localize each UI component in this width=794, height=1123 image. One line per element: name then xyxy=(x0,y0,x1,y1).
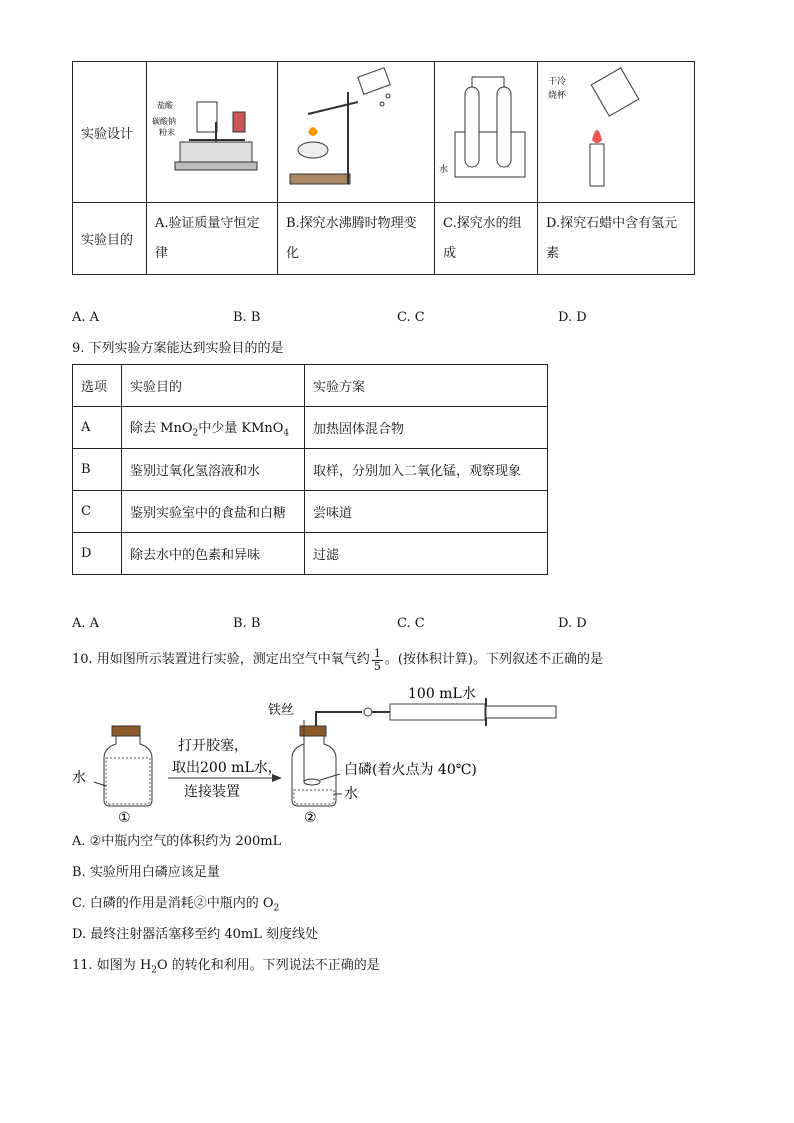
q9-row-d-goal: 除去水中的色素和异味 xyxy=(122,533,305,575)
q10-apparatus-figure xyxy=(72,682,562,822)
q9-row-d-plan: 过滤 xyxy=(305,533,548,575)
q8-row2-header: 实验目的 xyxy=(73,203,147,275)
q9-option-d[interactable]: D. D xyxy=(558,616,587,631)
q8-option-d[interactable]: D. D xyxy=(558,310,587,325)
q8-image-b-cell xyxy=(278,62,435,203)
q8-image-c-cell xyxy=(435,62,538,203)
balance-apparatus-image xyxy=(147,62,277,198)
q10-choice-c[interactable]: C. 白磷的作用是消耗②中瓶内的 $O_2$ xyxy=(72,896,280,914)
q9-option-b[interactable]: B. B xyxy=(233,616,261,631)
q11-stem: 11. 如图为 $H_2O$ 的转化和利用。下列说法不正确的是 xyxy=(72,958,380,976)
syringe-barrel-water xyxy=(390,704,485,720)
q9-table xyxy=(72,364,548,575)
q8-row1-header: 实验设计 xyxy=(73,62,147,203)
electrolysis-apparatus-image xyxy=(435,62,537,198)
q9-row-c-goal: 鉴别实验室中的食盐和白糖 xyxy=(122,491,305,533)
q9-row-b-option: B xyxy=(73,449,122,491)
bottle1 xyxy=(104,736,152,806)
syringe-rod xyxy=(486,706,556,718)
svg-text:烧杯: 烧杯 xyxy=(548,91,567,101)
step2-text: 取出200 mL水， xyxy=(172,760,282,776)
q10-choice-d[interactable]: D. 最终注射器活塞移至约 40mL 刻度线处 xyxy=(72,927,318,942)
phosphorus-label: 白磷(着火点为 40℃) xyxy=(344,762,477,778)
q9-row-a-goal: 除去 MnO$_2$中少量 KMnO$_4$ xyxy=(122,407,305,449)
q9-header-option: 选项 xyxy=(73,365,122,407)
svg-text:碳酸钠: 碳酸钠 xyxy=(152,117,176,126)
svg-text:粉末: 粉末 xyxy=(159,128,175,137)
q8-option-c[interactable]: C. C xyxy=(397,310,425,325)
q8-option-b[interactable]: B. B xyxy=(233,310,261,325)
q9-row-b-plan: 取样，分别加入二氧化锰，观察现象 xyxy=(305,449,548,491)
q9-row-a-option: A xyxy=(73,407,122,449)
bottle2 xyxy=(292,736,336,806)
step1-text: 打开胶塞， xyxy=(178,738,248,754)
q8-image-a-cell xyxy=(147,62,278,203)
q9-header-goal: 实验目的 xyxy=(122,365,305,407)
syringe-label: 100 mL水 xyxy=(408,686,476,702)
bottle2-number: ② xyxy=(304,810,317,822)
svg-text:盐酸: 盐酸 xyxy=(157,101,173,110)
q9-row-b-goal: 鉴别过氧化氢溶液和水 xyxy=(122,449,305,491)
svg-text:干冷: 干冷 xyxy=(548,77,567,87)
fraction: 1 5 xyxy=(373,646,381,673)
q9-option-a[interactable]: A. A xyxy=(72,616,100,631)
q9-row-c-option: C xyxy=(73,491,122,533)
water-left-label: 水 xyxy=(72,770,86,786)
q8-goal-b: B.探究水沸腾时物理变化 xyxy=(278,203,435,275)
q10-choice-a[interactable]: A. ②中瓶内空气的体积约为 200mL xyxy=(72,834,282,849)
phosphorus-spoon xyxy=(304,779,320,785)
q8-table xyxy=(72,61,695,275)
q9-header-plan: 实验方案 xyxy=(305,365,548,407)
connecting-tube xyxy=(316,712,362,726)
boiling-water-apparatus-image xyxy=(278,62,434,198)
q9-row-a-plan: 加热固体混合物 xyxy=(305,407,548,449)
q8-image-d-cell xyxy=(538,62,695,203)
candle-beaker-image xyxy=(538,62,694,198)
svg-text:水: 水 xyxy=(439,165,449,175)
q9-row-d-option: D xyxy=(73,533,122,575)
q8-goal-c: C.探究水的组成 xyxy=(435,203,538,275)
q10-choice-b[interactable]: B. 实验所用白磷应该足量 xyxy=(72,865,220,880)
q8-goal-a: A.验证质量守恒定律 xyxy=(147,203,278,275)
wire-label: 铁丝 xyxy=(268,703,295,718)
q9-option-c[interactable]: C. C xyxy=(397,616,425,631)
q8-goal-d: D.探究石蜡中含有氢元素 xyxy=(538,203,695,275)
q10-stem: 10. 用如图所示装置进行实验，测定出空气中氧气约 1 5 。(按体积计算)。下列叙述不正确的是 xyxy=(72,646,603,673)
bottle1-stopper xyxy=(112,726,140,736)
q8-option-a[interactable]: A. A xyxy=(72,310,100,325)
clamp xyxy=(364,708,372,716)
bottle1-number: ① xyxy=(118,810,131,822)
step3-text: 连接装置 xyxy=(184,784,240,800)
q9-stem: 9. 下列实验方案能达到实验目的的是 xyxy=(72,341,284,356)
q9-row-c-plan: 尝味道 xyxy=(305,491,548,533)
water-right-label: 水 xyxy=(344,786,358,802)
